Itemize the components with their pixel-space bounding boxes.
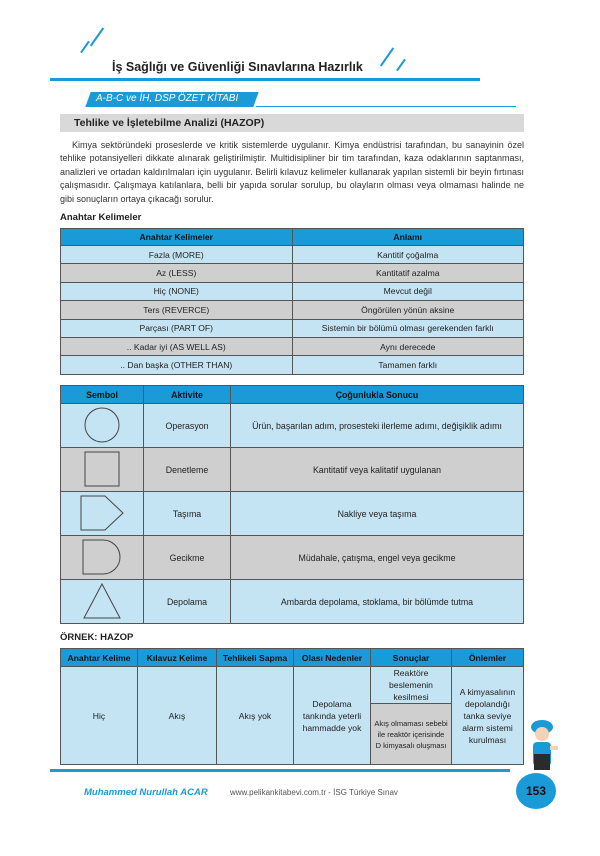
- keywords-table: [60, 228, 524, 375]
- table-row: [61, 264, 524, 282]
- keyword-cell: Hiç (NONE): [61, 282, 293, 300]
- keyword-cell: Parçası (PART OF): [61, 319, 293, 337]
- table-row: [61, 404, 524, 448]
- page-header-title: İş Sağlığı ve Güvenliği Sınavlarına Hazırlık: [112, 60, 363, 74]
- example-guide-cell: Akış: [138, 667, 217, 765]
- triangle-icon: [80, 581, 124, 621]
- result-cell: Kantitatif veya kalitatif uygulanan: [231, 448, 524, 492]
- example-result-1-cell: Reaktöre beslemenin kesilmesi: [371, 667, 452, 704]
- subtitle-divider: [256, 106, 516, 107]
- table-row: [61, 448, 524, 492]
- result-header: Çoğunlukla Sonucu: [231, 386, 524, 404]
- table-row: [61, 319, 524, 337]
- example-heading: ÖRNEK: HAZOP: [60, 632, 134, 643]
- example-header: Anahtar Kelime: [61, 649, 138, 667]
- symbol-cell: [61, 448, 144, 492]
- decorative-slash: [80, 41, 90, 54]
- intro-paragraph-text: Kimya sektöründeki proseslerde ve kritik sistemlerde uygulanır. Kimya endüstrisi tarafından, bu sanayinin özel tehlike potansiyelleri dikkate alınarak geliştirilmiştir. Multidisipliner bir tim tarafından, kaza odaklarının saptanması, analizleri ve ortadan kaldırılmaları için uygulanır. Belirli kılavuz kelimeler kullanarak yapılan sistemli bir beyin fırtınası çalışmasıdır. Çalışmaya katılanlara, belli bir yapıda sorular sorulup, bu olayların olması veya olmaması halinde ne gibi sonuçların ortaya çıkacağı sorulur.: [60, 140, 524, 204]
- example-result-2-cell: Akış olmaması sebebi ile reaktör içerisinde D kimyasalı oluşması: [371, 704, 452, 765]
- transport-arrow-icon: [77, 493, 127, 533]
- activity-cell: Depolama: [144, 580, 231, 624]
- activity-cell: Taşıma: [144, 492, 231, 536]
- keywords-heading: Anahtar Kelimeler: [60, 212, 142, 223]
- decorative-slash: [90, 27, 104, 46]
- meaning-cell: Mevcut değil: [292, 282, 524, 300]
- footer-divider: [50, 769, 510, 772]
- symbol-cell: [61, 404, 144, 448]
- intro-paragraph: [60, 139, 524, 206]
- circle-icon: [80, 405, 124, 445]
- keyword-cell: Az (LESS): [61, 264, 293, 282]
- example-causes-cell: Depolama tankında yeterli hammadde yok: [294, 667, 371, 765]
- keyword-cell: Ters (REVERCE): [61, 301, 293, 319]
- hazop-example-table: [60, 648, 524, 765]
- square-icon: [80, 449, 124, 489]
- table-row: [61, 667, 524, 704]
- footer-author: Muhammed Nurullah ACAR: [84, 787, 208, 798]
- example-keyword-cell: Hiç: [61, 667, 138, 765]
- symbol-cell: [61, 580, 144, 624]
- table-row: [61, 356, 524, 374]
- symbol-cell: [61, 536, 144, 580]
- table-row: [61, 301, 524, 319]
- decorative-slash: [396, 59, 406, 72]
- activity-cell: Denetleme: [144, 448, 231, 492]
- decorative-slash: [380, 47, 394, 66]
- keyword-cell: Fazla (MORE): [61, 246, 293, 264]
- symbol-header: Sembol: [61, 386, 144, 404]
- example-measures-cell: A kimyasalının depolandığı tanka seviye alarm sistemi kurulması: [452, 667, 524, 765]
- worker-illustration: [522, 714, 566, 772]
- example-header: Sonuçlar: [371, 649, 452, 667]
- meaning-cell: Aynı derecede: [292, 337, 524, 355]
- table-row: [61, 492, 524, 536]
- meaning-cell: Kantitatif azalma: [292, 264, 524, 282]
- delay-d-icon: [77, 537, 127, 577]
- symbol-table: [60, 385, 524, 624]
- table-row: [61, 282, 524, 300]
- page-number: 153: [516, 773, 556, 809]
- result-cell: Nakliye veya taşıma: [231, 492, 524, 536]
- example-header: Tehlikeli Sapma: [217, 649, 294, 667]
- table-row: [61, 536, 524, 580]
- keywords-header: Anahtar Kelimeler: [61, 229, 293, 246]
- table-row: [61, 337, 524, 355]
- section-title: Tehlike ve İşletebilme Analizi (HAZOP): [74, 117, 265, 129]
- example-header: Olası Nedenler: [294, 649, 371, 667]
- result-cell: Müdahale, çatışma, engel veya gecikme: [231, 536, 524, 580]
- result-cell: Ürün, başarılan adım, prosesteki ilerleme adımı, değişiklik adımı: [231, 404, 524, 448]
- activity-cell: Operasyon: [144, 404, 231, 448]
- table-row: [61, 246, 524, 264]
- example-deviation-cell: Akış yok: [217, 667, 294, 765]
- example-header: Önlemler: [452, 649, 524, 667]
- result-cell: Ambarda depolama, stoklama, bir bölümde tutma: [231, 580, 524, 624]
- activity-cell: Gecikme: [144, 536, 231, 580]
- example-header: Kılavuz Kelime: [138, 649, 217, 667]
- meaning-cell: Öngörülen yönün aksine: [292, 301, 524, 319]
- table-row: [61, 580, 524, 624]
- meaning-cell: Kantitif çoğalma: [292, 246, 524, 264]
- keyword-cell: .. Kadar iyi (AS WELL AS): [61, 337, 293, 355]
- book-subtitle: A-B-C ve İH, DSP ÖZET KİTABI: [96, 93, 239, 104]
- meaning-cell: Tamamen farklı: [292, 356, 524, 374]
- keyword-cell: .. Dan başka (OTHER THAN): [61, 356, 293, 374]
- activity-header: Aktivite: [144, 386, 231, 404]
- footer-url: www.pelikankitabevi.com.tr - İSG Türkiye Sınav: [230, 788, 398, 797]
- meaning-header: Anlamı: [292, 229, 524, 246]
- header-divider: [50, 78, 480, 81]
- meaning-cell: Sistemin bir bölümü olması gerekenden farklı: [292, 319, 524, 337]
- symbol-cell: [61, 492, 144, 536]
